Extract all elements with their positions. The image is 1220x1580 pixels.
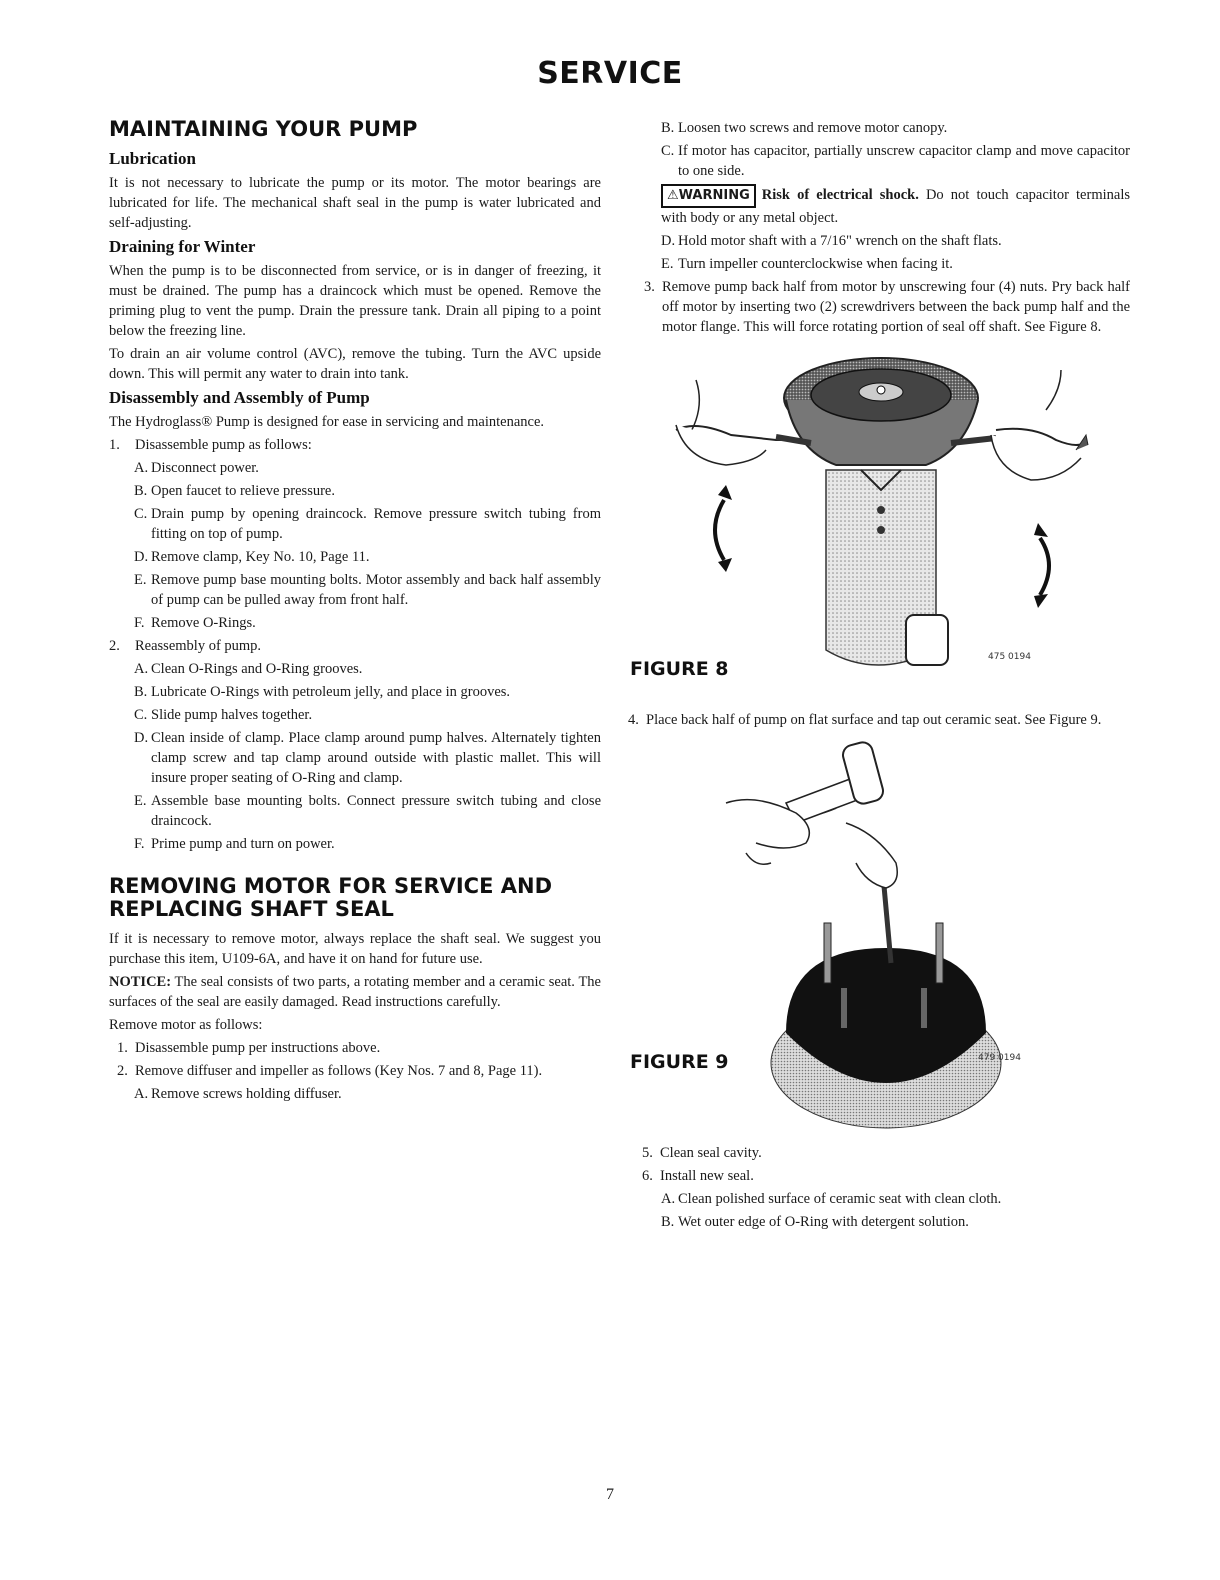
notice-label: NOTICE: (109, 974, 172, 990)
sub-step-text: Drain pump by opening draincock. Remove pressure switch tubing from fitting on top of pump. (151, 506, 601, 542)
step-number: 6. (642, 1168, 653, 1184)
warning-paragraph (661, 184, 1130, 228)
sub-step-number: A. (134, 661, 149, 677)
sub-step-number: E. (134, 572, 147, 588)
step-1-sub-b (134, 481, 601, 501)
remove-step-6-sub-a (661, 1189, 1130, 1209)
removing-text: If it is necessary to remove motor, always replace the shaft seal. We suggest you purchase this item, U109-6A, and have it on hand for future use. (109, 931, 601, 967)
step-2-sub-f (134, 834, 601, 854)
step-2 (109, 636, 601, 656)
figure-8 (630, 340, 1130, 710)
step-2-sub-b (134, 682, 601, 702)
step-2-sub-d (134, 728, 601, 788)
sub-step-number: A. (134, 460, 149, 476)
sub-step-number: B. (134, 483, 148, 499)
step-text: Remove pump back half from motor by unscrewing four (4) nuts. Pry back half off motor by inserting two (2) screwdrivers between the back pump half and the motor flange. This will force rotating portion of seal off shaft. See Figure 8. (662, 279, 1130, 335)
left-column (109, 118, 601, 1107)
figure-9-code: 479 0194 (978, 1053, 1021, 1063)
step-text: Disassemble pump as follows: (135, 437, 312, 453)
sub-step-text: Prime pump and turn on power. (151, 836, 335, 852)
sub-step-text: Turn impeller counterclockwise when facing it. (678, 256, 953, 272)
sub-step-number: D. (661, 233, 676, 249)
sub-step-text: Remove screws holding diffuser. (151, 1086, 342, 1102)
sub-step-number: B. (661, 1214, 675, 1230)
sub-step-text: Clean O-Rings and O-Ring grooves. (151, 661, 363, 677)
step-2-sub-e (134, 791, 601, 831)
warning-bold: Risk of electrical shock. (761, 187, 919, 203)
remove-step-6 (642, 1166, 1130, 1186)
maintaining-heading: MAINTAINING YOUR PUMP (109, 117, 418, 141)
remove-step-2-sub-e (661, 254, 1130, 274)
lubrication-heading: Lubrication (109, 149, 196, 168)
step-number: 4. (628, 712, 639, 728)
remove-step-2-sub-d (661, 231, 1130, 251)
draining-heading: Draining for Winter (109, 237, 256, 256)
step-1-sub-e (134, 570, 601, 610)
step-2-sub-a (134, 659, 601, 679)
step-text: Clean seal cavity. (660, 1145, 762, 1161)
step-number: 3. (644, 279, 655, 295)
remove-step-3 (644, 277, 1130, 337)
sub-step-number: A. (661, 1191, 676, 1207)
sub-step-number: E. (134, 793, 147, 809)
sub-step-text: Disconnect power. (151, 460, 259, 476)
draining-text-2: To drain an air volume control (AVC), remove the tubing. Turn the AVC upside down. This will permit any water to drain into tank. (109, 346, 601, 382)
figure-8-illustration (636, 340, 1130, 710)
step-number: 1. (117, 1040, 128, 1056)
remove-step-2 (117, 1061, 601, 1081)
sub-step-number: F. (134, 836, 145, 852)
sub-step-number: B. (661, 120, 675, 136)
step-1 (109, 435, 601, 455)
sub-step-text: Slide pump halves together. (151, 707, 313, 723)
sub-step-number: D. (134, 730, 149, 746)
arrow-right (1040, 538, 1049, 595)
draining-text-1: When the pump is to be disconnected from service, or is in danger of freezing, it must be drained. The pump has a draincock which must be opened. Remove the priming plug to vent the pump. Drain the pressure tank. Drain all piping to a point below the freezing line. (109, 263, 601, 339)
figure-9-illustration (636, 733, 1130, 1143)
step-1-sub-f (134, 613, 601, 633)
notice-text: The seal consists of two parts, a rotating member and a ceramic seat. The surfaces of the seal are easily damaged. Read instructions carefully. (109, 974, 601, 1010)
remove-step-2-sub-a (134, 1084, 601, 1104)
sub-step-text: Hold motor shaft with a 7/16" wrench on the shaft flats. (678, 233, 1002, 249)
sub-step-text: Loosen two screws and remove motor canopy. (678, 120, 948, 136)
figure-9 (630, 733, 1130, 1143)
sub-step-text: Remove clamp, Key No. 10, Page 11. (151, 549, 370, 565)
step-text: Reassembly of pump. (135, 638, 262, 654)
disassembly-intro: The Hydroglass® Pump is designed for ease in servicing and maintenance. (109, 414, 545, 430)
sub-step-number: A. (134, 1086, 149, 1102)
capacitor-shape (906, 615, 948, 665)
remove-step-6-sub-b (661, 1212, 1130, 1232)
remove-step-2-sub-b (661, 118, 1130, 138)
sub-step-number: B. (134, 684, 148, 700)
step-1-sub-a (134, 458, 601, 478)
figure-8-code: 475 0194 (988, 652, 1031, 662)
sub-step-number: D. (134, 549, 149, 565)
step-number: 2. (109, 638, 120, 654)
step-2-sub-c (134, 705, 601, 725)
sub-step-text: Lubricate O-Rings with petroleum jelly, and place in grooves. (151, 684, 511, 700)
sub-step-number: C. (134, 506, 148, 522)
step-number: 2. (117, 1063, 128, 1079)
sub-step-text: Clean inside of clamp. Place clamp around pump halves. Alternately tighten clamp screw and tap clamp around outside with plastic mallet. This will insure proper seating of O-Ring and clamp. (151, 730, 601, 786)
remove-step-5 (642, 1143, 1130, 1163)
right-column (628, 118, 1130, 1235)
sub-step-text: Wet outer edge of O-Ring with detergent solution. (678, 1214, 969, 1230)
sub-step-text: If motor has capacitor, partially unscrew capacitor clamp and move capacitor to one side. (678, 143, 1130, 179)
sub-step-number: F. (134, 615, 145, 631)
sub-step-text: Open faucet to relieve pressure. (151, 483, 335, 499)
warning-badge: ⚠WARNING (661, 184, 756, 208)
remove-intro: Remove motor as follows: (109, 1017, 263, 1033)
sub-step-text: Clean polished surface of ceramic seat with clean cloth. (678, 1191, 1002, 1207)
removing-motor-heading: REMOVING MOTOR FOR SERVICE AND REPLACING SHAFT SEAL (109, 874, 553, 921)
sub-step-number: C. (134, 707, 148, 723)
sub-step-text: Remove pump base mounting bolts. Motor assembly and back half assembly of pump can be pulled away from front half. (151, 572, 601, 608)
step-text: Install new seal. (660, 1168, 754, 1184)
notice-paragraph (109, 972, 601, 1012)
remove-step-2-sub-c (661, 141, 1130, 181)
sub-step-number: E. (661, 256, 674, 272)
figure-8-label: FIGURE 8 (630, 658, 729, 680)
step-number: 1. (109, 437, 120, 453)
step-text: Disassemble pump per instructions above. (135, 1040, 381, 1056)
figure-9-label: FIGURE 9 (630, 1051, 729, 1073)
arrow-left (715, 500, 724, 560)
page-number: 7 (606, 1486, 614, 1503)
remove-step-4 (628, 710, 1130, 730)
step-number: 5. (642, 1145, 653, 1161)
step-1-sub-c (134, 504, 601, 544)
step-1-sub-d (134, 547, 601, 567)
sub-step-text: Remove O-Rings. (151, 615, 256, 631)
lubrication-text: It is not necessary to lubricate the pump or its motor. The motor bearings are lubricated for life. The mechanical shaft seal in the pump is water lubricated and self-adjusting. (109, 175, 601, 231)
sub-step-text: Assemble base mounting bolts. Connect pressure switch tubing and close draincock. (151, 793, 601, 829)
disassembly-heading: Disassembly and Assembly of Pump (109, 388, 370, 407)
page-title: SERVICE (537, 56, 683, 91)
step-text: Remove diffuser and impeller as follows (Key Nos. 7 and 8, Page 11). (135, 1063, 543, 1079)
sub-step-number: C. (661, 143, 675, 159)
step-text: Place back half of pump on flat surface and tap out ceramic seat. See Figure 9. (646, 712, 1102, 728)
remove-step-1 (117, 1038, 601, 1058)
warning-text: Do not touch capacitor terminals with body or any metal object. (661, 187, 1130, 226)
